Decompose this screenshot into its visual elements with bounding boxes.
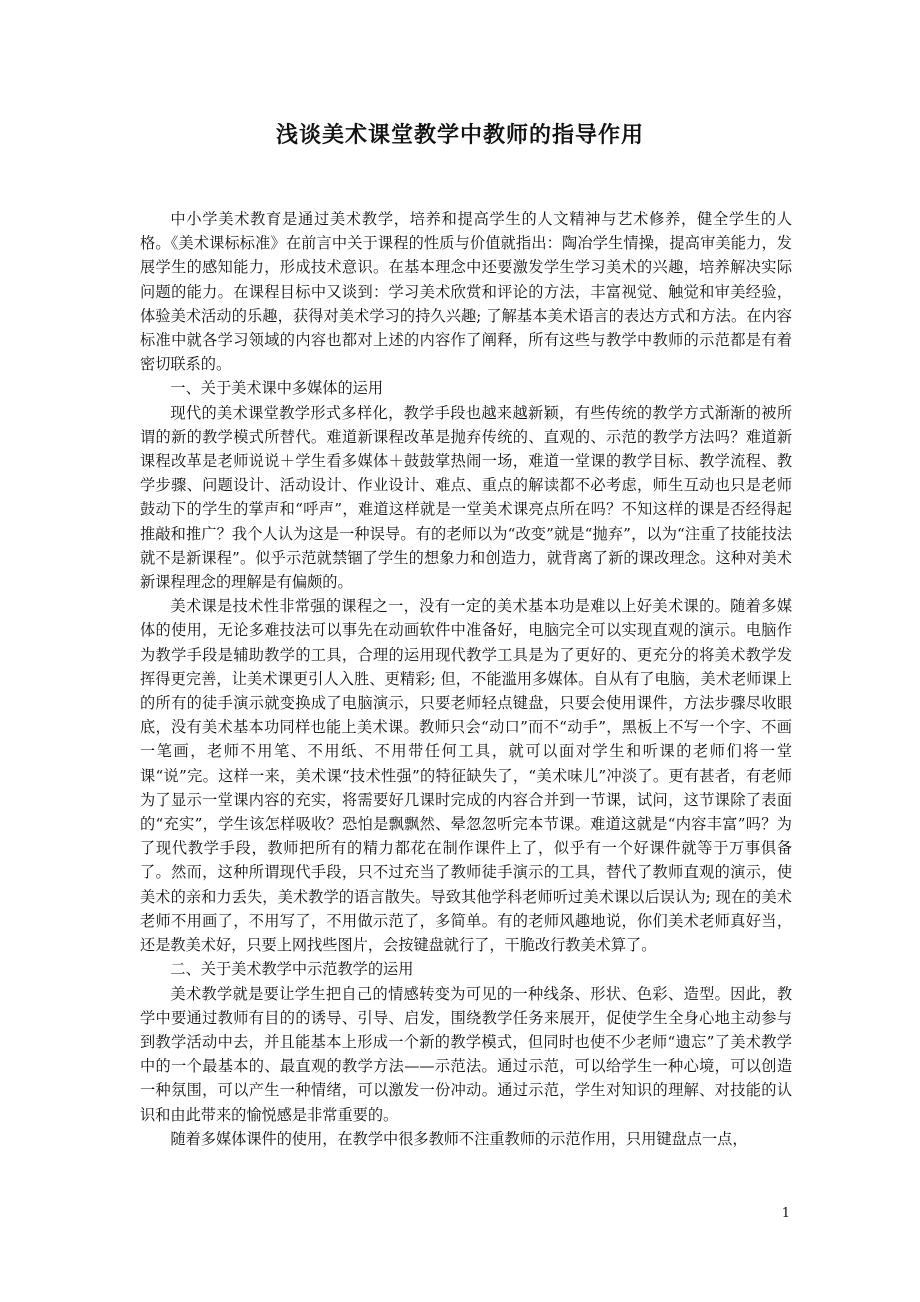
document-body xyxy=(140,207,792,1151)
paragraph-intro: 中小学美术教育是通过美术教学，培养和提高学生的人文精神与艺术修养，健全学生的人格。《美术课标标准》在前言中关于课程的性质与价值就指出：陶冶学生情操，提高审美能力，发展学生的感知能力，形成技术意识。在基本理念中还要激发学生学习美术的兴趣，培养解决实际问题的能力。在课程目标中又谈到：学习美术欣赏和评论的方法，丰富视觉、触觉和审美经验，体验美术活动的乐趣，获得对美术学习的持久兴趣; 了解基本美术语言的表达方式和方法。在内容标准中就各学习领域的内容也都对上述的内容作了阐释，所有这些与教学中教师的示范都是有着密切联系的。 xyxy=(140,210,792,374)
section-heading-multimedia: 一、关于美术课中多媒体的运用 xyxy=(170,379,384,398)
paragraph-multimedia-1: 现代的美术课堂教学形式多样化，教学手段也越来越新颖，有些传统的教学方式渐渐的被所谓的新的教学模式所替代。难道新课程改革是抛弃传统的、直观的、示范的教学方法吗？难道新课程改革是老师说说＋学生看多媒体＋鼓鼓掌热闹一场，难道一堂课的教学目标、教学流程、教学步骤、问题设计、活动设计、作业设计、难点、重点的解读都不必考虑，师生互动也只是老师鼓动下的学生的掌声和“呼声”，难道这样就是一堂美术课亮点所在吗？不知这样的课是否经得起推敲和推广？我个人认为这是一种误导。有的老师以为“改变”就是“抛弃”，以为“注重了技能技法就不是新课程”。似乎示范就禁锢了学生的想象力和创造力，就背离了新的课改理念。这种对美术新课程理念的理解是有偏颇的。 xyxy=(140,403,792,592)
paragraph-demonstration-2: 随着多媒体课件的使用，在教学中很多教师不注重教师的示范作用，只用键盘点一点， xyxy=(170,1129,748,1148)
paragraph-multimedia-2: 美术课是技术性非常强的课程之一，没有一定的美术基本功是难以上好美术课的。随着多媒体的使用，无论多难技法可以事先在动画软件中准备好，电脑完全可以实现直观的演示。电脑作为教学手段是辅助教学的工具，合理的运用现代教学工具是为了更好的、更充分的将美术教学发挥得更完善，让美术课更引人入胜、更精彩; 但，不能滥用多媒体。自从有了电脑，美术老师课上的所有的徒手演示就变换成了电脑演示，只要老师轻点键盘，只要会使用课件，方法步骤尽收眼底，没有美术基本功同样也能上美术课。教师只会“动口”而不“动手”，黑板上不写一个字、不画一笔画，老师不用笔、不用纸、不用带任何工具，就可以面对学生和听课的老师们将一堂课“说”完。这样一来，美术课“技术性强”的特征缺失了，“美术味儿”冲淡了。更有甚者，有老师为了显示一堂课内容的充实，将需要好几课时完成的内容合并到一节课，试问，这节课除了表面的“充实”，学生该怎样吸收？恐怕是飘飘然、晕忽忽听完本节课。难道这就是“内容丰富”吗？为了现代教学手段，教师把所有的精力都花在制作课件上了，似乎有一个好课件就等于万事俱备了。然而，这种所谓现代手段，只不过充当了教师徒手演示的工具，替代了教师直观的演示，使美术的亲和力丢失，美术教学的语言散失。导致其他学科老师听过美术课以后误认为; 现在的美术老师不用画了，不用写了，不用做示范了，多简单。有的老师风趣地说，你们美术老师真好当，还是教美术好，只要上网找些图片，会按键盘就行了，干脆改行教美术算了。 xyxy=(140,597,792,955)
page-number: 1 xyxy=(781,1206,790,1221)
section-heading-demonstration: 二、关于美术教学中示范教学的运用 xyxy=(170,960,414,979)
paragraph-demonstration-1: 美术教学就是要让学生把自己的情感转变为可见的一种线条、形状、色彩、造型。因此，教学中要通过教师有目的的诱导、引导、启发，围绕教学任务来展开，促使学生全身心地主动参与到教学活动中去，并且能基本上形成一个新的教学模式，但同时也使不少老师“遗忘”了美术教学中的一个最基本的、最直观的教学方法——示范法。通过示范，可以给学生一种心境，可以创造一种氛围，可以产生一种情绪，可以激发一份冲动。通过示范，学生对知识的理解、对技能的认识和由此带来的愉悦感是非常重要的。 xyxy=(140,984,792,1124)
document-title: 浅谈美术课堂教学中教师的指导作用 xyxy=(275,123,644,148)
